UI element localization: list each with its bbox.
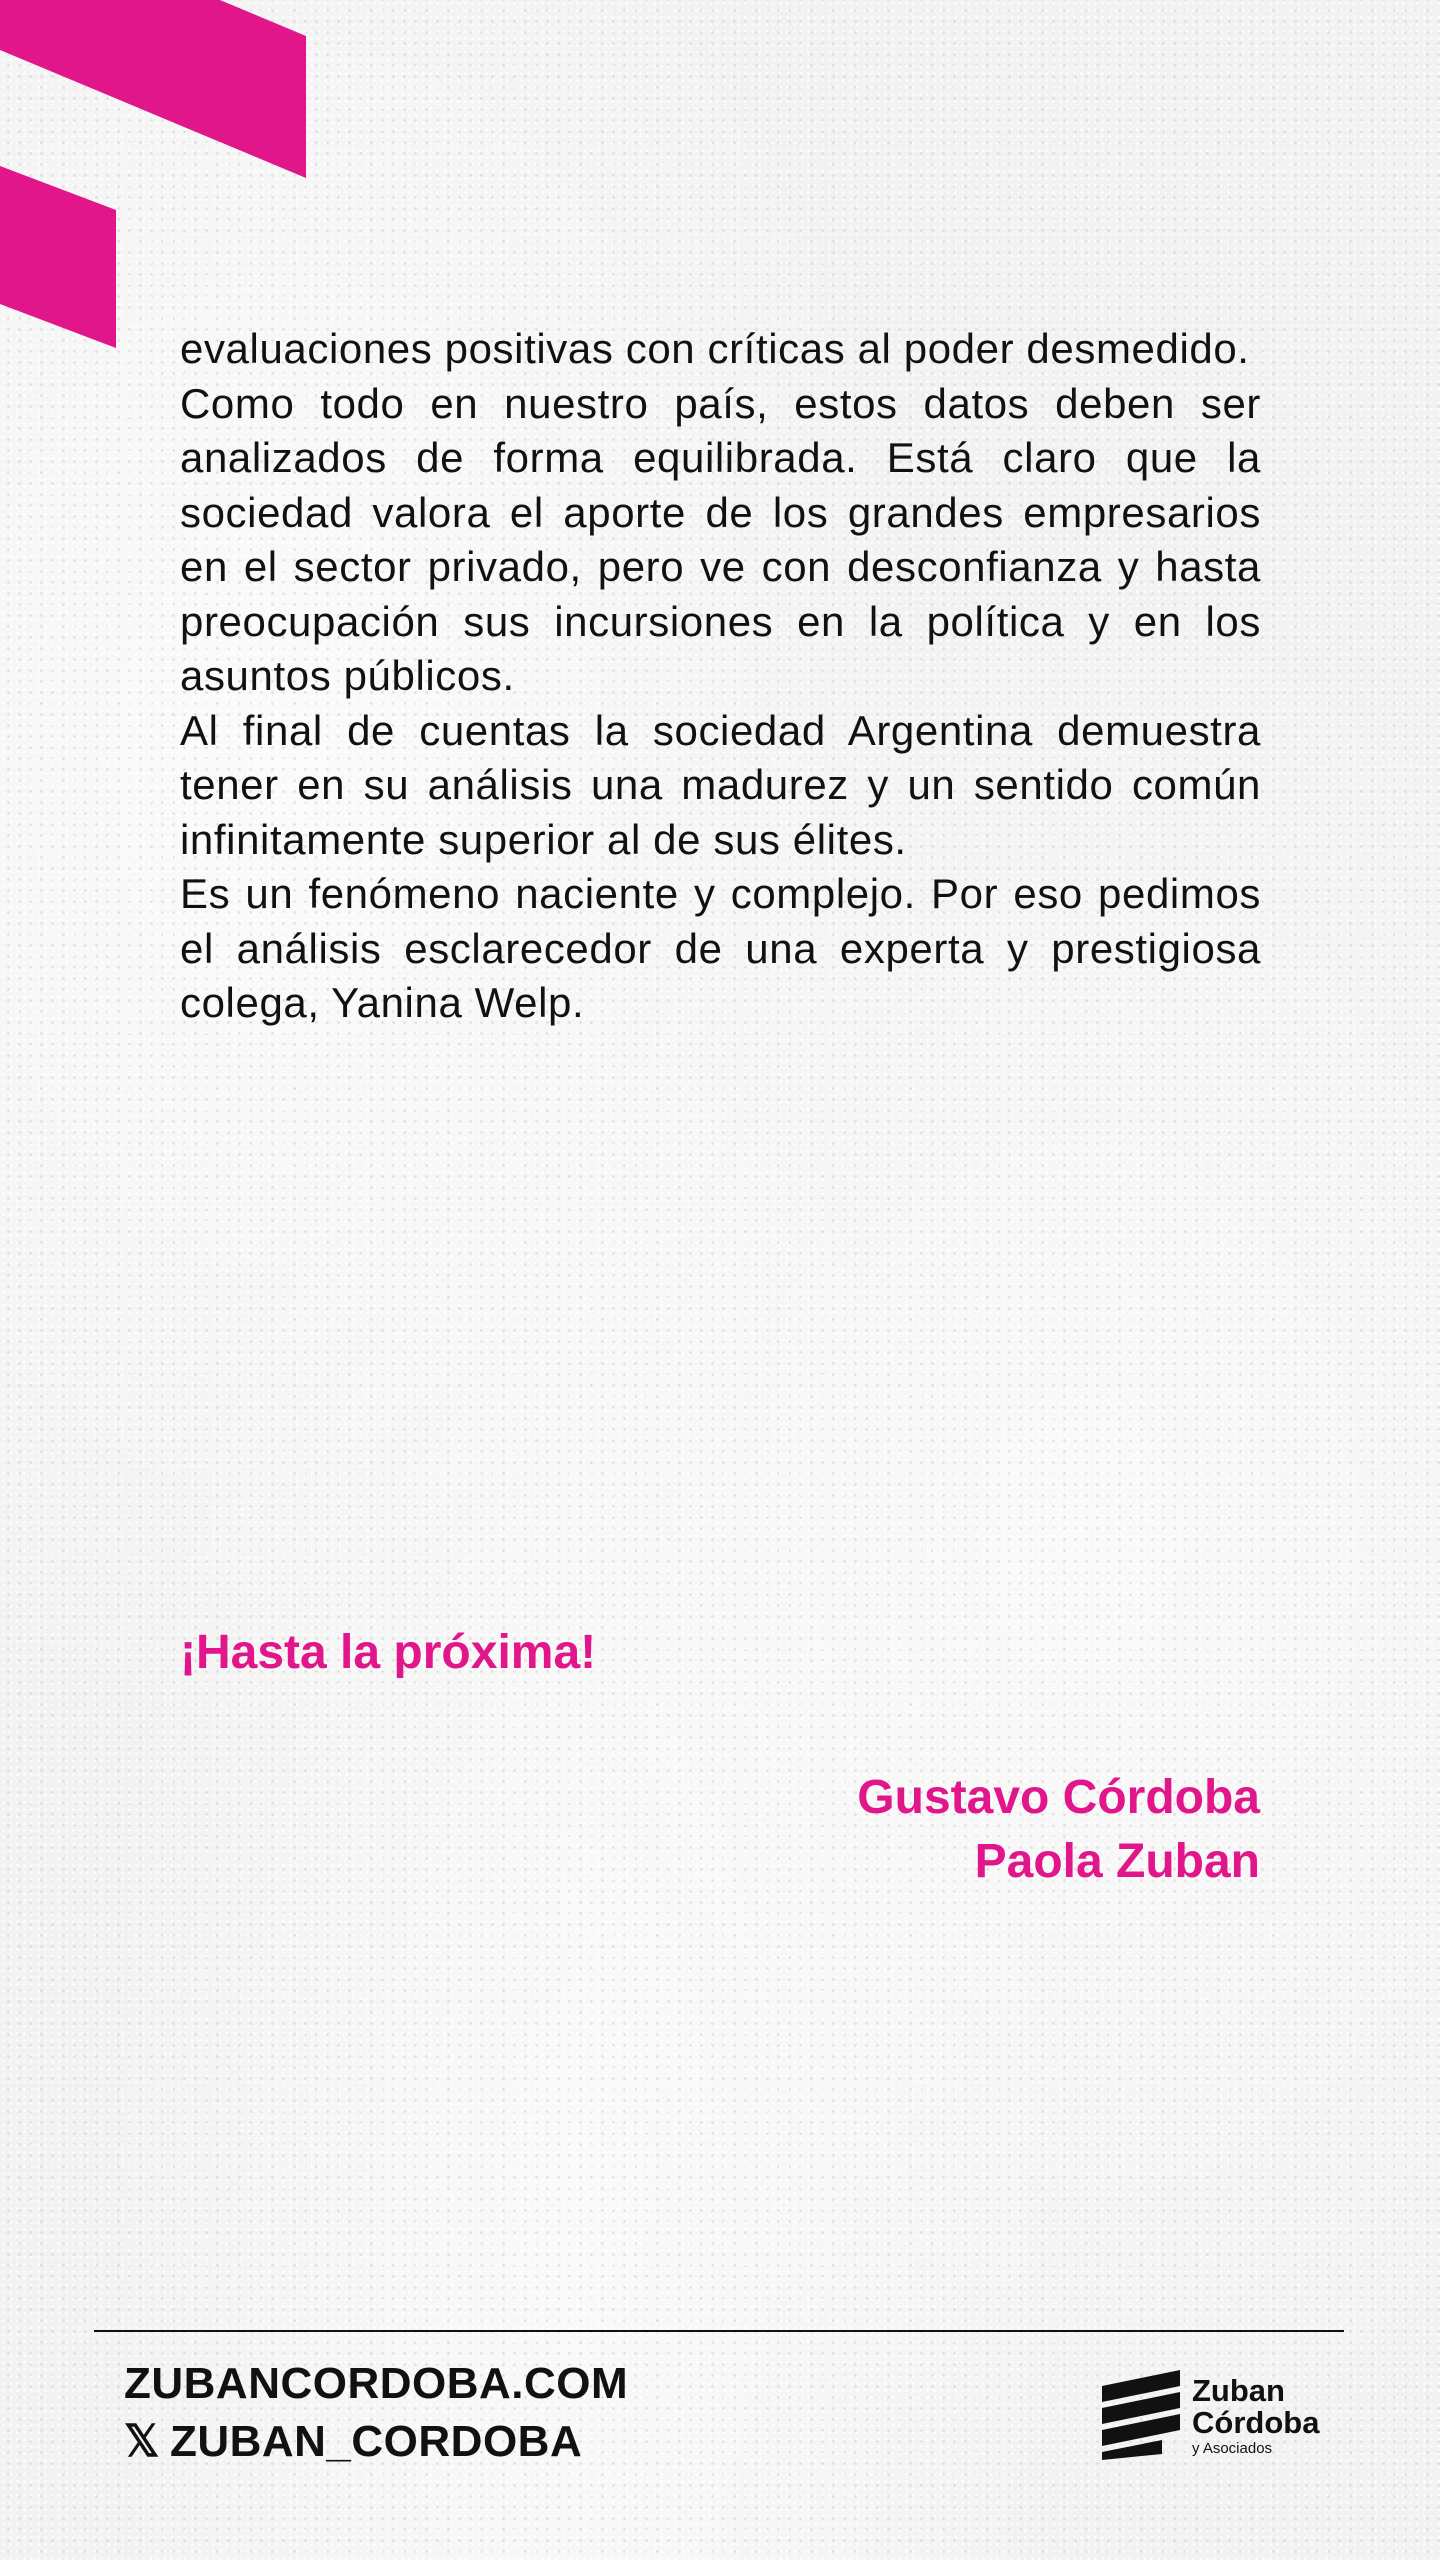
article-paragraph: Al final de cuentas la sociedad Argentina demuestra tener en su análisis una madurez y un sentido común infinitamente superior al de sus élites. <box>180 706 1261 863</box>
logo-line-1: Zuban <box>1192 2372 1285 2408</box>
corner-band-bottom <box>0 166 116 348</box>
signatures <box>857 1766 1260 1894</box>
article-paragraph: Es un fenómeno naciente y complejo. Por eso pedimos el análisis esclarecedor de una experta y prestigiosa colega, Yanina Welp. <box>180 870 1261 1026</box>
social-handle-link[interactable]: ZUBAN_CORDOBA <box>169 2417 583 2466</box>
signature-name: Paola Zuban <box>974 1835 1260 1888</box>
signature-name: Gustavo Córdoba <box>857 1771 1260 1824</box>
logo-stripes-icon <box>1102 2370 1186 2460</box>
footer-links <box>124 2355 628 2471</box>
company-logo <box>1102 2370 1319 2460</box>
footer-divider <box>94 2330 1344 2332</box>
article-paragraph: Como todo en nuestro país, estos datos deben ser analizados de forma equilibrada. Está claro que la sociedad valora el aporte de los grandes empresarios en el sector privado, pero ve con desconfianza y hasta preocupación sus incursiones en la política y en los asuntos públicos. <box>180 379 1261 699</box>
website-link[interactable]: ZUBANCORDOBA.COM <box>124 2359 629 2408</box>
logo-wordmark <box>1192 2372 1320 2457</box>
corner-decoration <box>0 0 320 360</box>
x-logo-icon: 𝕏 <box>124 2417 160 2466</box>
corner-band-top <box>0 0 306 178</box>
logo-line-3: y Asociados <box>1192 2439 1273 2457</box>
logo-line-2: Córdoba <box>1192 2404 1320 2440</box>
article-body <box>180 322 1261 1031</box>
farewell-text: ¡Hasta la próxima! <box>180 1626 597 1679</box>
article-paragraph: evaluaciones positivas con críticas al poder desmedido. <box>180 325 1250 372</box>
